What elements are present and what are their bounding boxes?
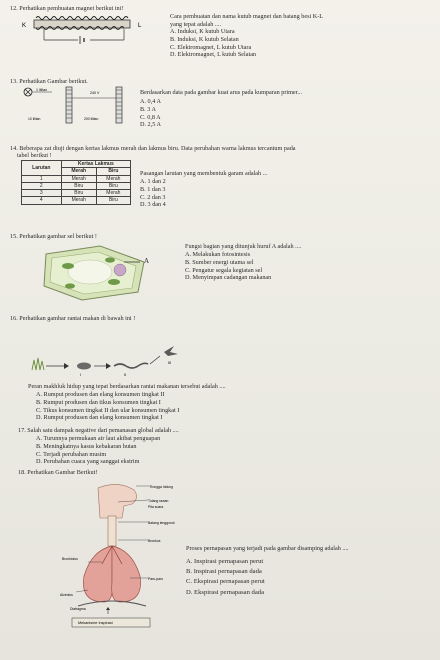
mouse-icon [77, 363, 91, 370]
q18-option-a[interactable]: A. Inspirasi pernapasan perut [186, 558, 264, 565]
grass-icon [32, 358, 44, 370]
q16-option-b[interactable]: B. Rumput produsen dan tikus konsumen tingkat I [36, 398, 161, 406]
q15-option-d[interactable]: D. Menyimpan cadangan makanan [185, 274, 272, 282]
secondary-coil [116, 87, 122, 123]
q15-option-a[interactable]: A. Melakukan fotosintesis [185, 251, 251, 258]
q15-plant-cell-figure [40, 242, 160, 302]
q14-title-cont: tabel berikut ! [17, 152, 52, 159]
coil-wire [36, 17, 128, 20]
q14-title: 14. Beberapa zat diuji dengan kertas lakmus merah dan lakmus biru. Data perubahan warna lakmus tercantum pada [10, 145, 296, 152]
q16-option-a[interactable]: A. Rumput produsen dan elang konsumen tingkat II [36, 391, 165, 398]
q13-option-d[interactable]: D. 2,5 A [140, 121, 161, 129]
col-kertas-lakmus: Kertas Lakmus [61, 161, 130, 168]
svg-text:1 lilitan: 1 lilitan [36, 88, 48, 92]
svg-text:Diafragma: Diafragma [70, 607, 86, 611]
litmus-table [21, 160, 131, 205]
col-biru: Biru [96, 168, 130, 175]
svg-text:Bronkiolus: Bronkiolus [62, 557, 78, 561]
left-lung [83, 546, 112, 602]
svg-text:I: I [80, 372, 82, 376]
q18-title: 18. Perhatikan Gambar Berikut! [18, 469, 98, 476]
q17-option-a[interactable]: A. Turunnya permukaan air laut akibat penguapan [36, 435, 161, 442]
q14-option-a[interactable]: A. 1 dan 2 [140, 178, 166, 185]
q12-option-c[interactable]: C. Elektromagnet, L kutub Utara [170, 43, 252, 51]
diaphragm [78, 601, 146, 606]
q15-option-c[interactable]: C. Pengatur segala kegiatan sel [185, 266, 263, 274]
q18-option-d[interactable]: D. Ekspirasi pernapasan dada [186, 588, 264, 596]
svg-text:10 lilitan: 10 lilitan [28, 117, 41, 121]
trachea [108, 516, 116, 546]
q16-stem: Peran makhluk hidup yang tepat berdasarkan rantai makanan tersebut adalah .... [28, 383, 226, 390]
nucleus [114, 264, 126, 276]
q12-option-a[interactable]: A. Induksi, K kutub Utara [170, 28, 235, 35]
svg-text:II: II [124, 372, 127, 376]
q13-stem: Berdasarkan data pada gambar kuat arus pada kumparan primer... [140, 89, 303, 96]
q18-options [186, 557, 265, 598]
snake-icon [114, 363, 148, 368]
q16-option-d[interactable]: D. Rumput produsen dan elang konsumen tingkat I [36, 414, 163, 422]
label-l: L [138, 23, 142, 29]
q16-option-c[interactable]: C. Tikus konsumen tingkat II dan ular konsumen tingkat I [36, 406, 180, 414]
q16-options [36, 391, 179, 422]
q16-title: 16. Perhatikan gambar rantai makan di bawah ini ! [10, 315, 136, 322]
svg-text:Paru-paru: Paru-paru [148, 577, 164, 581]
q13-option-b[interactable]: B. 3 A [140, 105, 156, 113]
svg-text:Batang tenggorok: Batang tenggorok [148, 521, 175, 525]
q17-title: 17. Salah satu dampak negative dari pemanasan global adalah .... [18, 427, 179, 434]
eagle-icon [164, 346, 178, 356]
q12-options [170, 28, 256, 59]
svg-text:240 V: 240 V [90, 91, 100, 95]
q17-options [36, 435, 160, 466]
q13-options [140, 98, 161, 129]
q15-title: 15. Perhatikan gambar sel berikut ! [10, 233, 97, 240]
q14-option-b[interactable]: B. 1 dan 3 [140, 185, 166, 193]
q15-options [185, 251, 271, 282]
chloroplast-icon [62, 263, 74, 269]
svg-text:200 lilitan: 200 lilitan [84, 117, 99, 121]
q17-option-b[interactable]: B. Meningkatnya kasus kebakaran hutan [36, 442, 137, 450]
label-k: K [22, 23, 27, 29]
svg-text:Pita suara: Pita suara [148, 505, 164, 509]
q18-option-b[interactable]: B. Inspirasi pernapasan dada [186, 568, 262, 576]
table-row: 1 Merah Merah [22, 175, 131, 182]
q18-respiratory-figure [58, 482, 176, 632]
primary-coil [66, 87, 72, 123]
q13-option-c[interactable]: C. 0,8 A [140, 113, 161, 121]
q14-option-d[interactable]: D. 3 dan 4 [140, 201, 166, 209]
q15-option-b[interactable]: B. Sumber energi utama sel [185, 258, 254, 266]
table-row: 4 Merah Biru [22, 197, 131, 204]
col-merah: Merah [61, 168, 96, 175]
svg-text:Tulang rawan: Tulang rawan [148, 499, 169, 503]
q15-stem: Fungsi bagian yang ditunjuk huruf A adalah .... [185, 243, 302, 250]
svg-text:Alveolus: Alveolus [60, 593, 73, 597]
svg-text:Bronkus: Bronkus [148, 539, 161, 543]
svg-text:III: III [168, 360, 172, 365]
svg-text:Rongga hidung: Rongga hidung [150, 485, 174, 489]
q14-stem: Pasangan larutan yang membentuk garam adalah ... [140, 170, 268, 177]
q12-title: 12. Perhatikan pembuatan magnet berikut ini! [10, 5, 124, 12]
vacuole [68, 260, 112, 284]
q16-food-chain-figure [28, 326, 188, 376]
q12-option-b[interactable]: B. Induksi, K kutub Selatan [170, 35, 239, 43]
q15-label-a: A [144, 257, 150, 265]
right-lung [112, 546, 141, 602]
q17-option-c[interactable]: C. Terjadi perubahan musim [36, 450, 107, 458]
q14-option-c[interactable]: C. 2 dan 3 [140, 193, 166, 201]
q13-title: 13. Perhatikan Gambar berikut. [10, 78, 88, 85]
q14-options [140, 178, 166, 209]
q13-option-a[interactable]: A. 0,4 A [140, 98, 161, 105]
table-row: 3 Biru Merah [22, 190, 131, 197]
col-larutan: Larutan [22, 161, 62, 176]
q18-option-c[interactable]: C. Ekspirasi pernapasan perut [186, 578, 265, 586]
svg-text:Mekanisme Inspirasi: Mekanisme Inspirasi [78, 621, 113, 625]
q18-stem: Proses pernapasan yang terjadi pada gambar disamping adalah .... [186, 545, 349, 552]
q12-stem: Cara pembuatan dan nama kutub magnet dan batang besi K-L yang tepat adalah .... [170, 13, 324, 28]
table-row: 2 Biru Biru [22, 182, 131, 189]
q12-option-d[interactable]: D. Elektromagnet, L kutub Selatan [170, 51, 257, 59]
q12-magnet-figure [14, 12, 154, 44]
q17-option-d[interactable]: D. Perubahan cuaca yang sanggat ekstrim [36, 458, 140, 466]
